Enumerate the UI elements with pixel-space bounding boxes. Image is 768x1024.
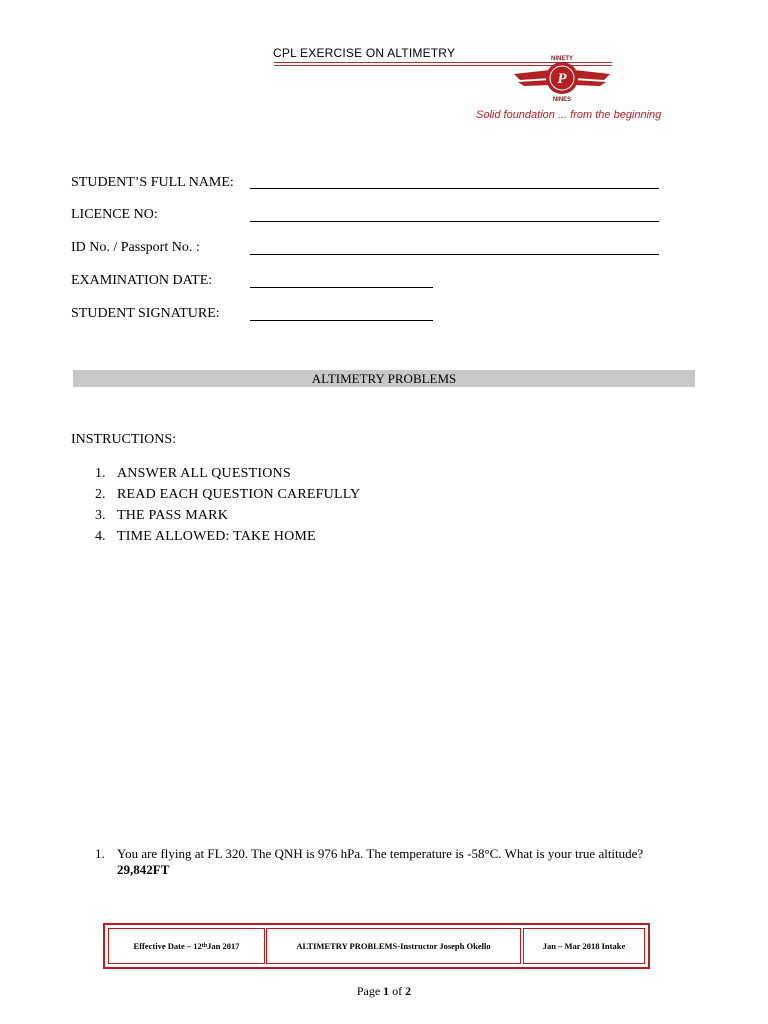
- signature-field[interactable]: [250, 320, 433, 321]
- section-title: ALTIMETRY PROBLEMS: [311, 371, 457, 386]
- course-text: ALTIMETRY PROBLEMS-Instructor Joseph Okello: [296, 941, 491, 951]
- question-answer: 29,842FT: [117, 862, 170, 877]
- page-number: [0, 984, 768, 999]
- page-prefix: Page: [356, 984, 384, 998]
- tagline: Solid foundation ... from the beginning: [476, 109, 662, 121]
- svg-text:P: P: [557, 71, 567, 87]
- document-title: CPL EXERCISE ON ALTIMETRY: [273, 46, 456, 60]
- page-of: of: [389, 984, 406, 998]
- instruction-number: 2.: [95, 487, 106, 502]
- instruction-item: TIME ALLOWED: TAKE HOME: [117, 529, 316, 544]
- effective-date-prefix: Effective Date – 12: [133, 941, 202, 951]
- footer-table: [103, 923, 650, 969]
- section-header-bar: [73, 370, 695, 387]
- signature-label: STUDENT SIGNATURE:: [71, 306, 220, 321]
- question-number: 1.: [95, 846, 105, 861]
- instruction-item: THE PASS MARK: [117, 508, 229, 523]
- course-cell: [266, 928, 521, 964]
- intake-text: Jan – Mar 2018 Intake: [542, 941, 626, 951]
- licence-no-field[interactable]: [250, 221, 659, 222]
- effective-date-suffix: Jan 2017: [207, 941, 240, 951]
- instruction-number: 4.: [95, 529, 106, 544]
- instruction-item: READ EACH QUESTION CAREFULLY: [117, 487, 361, 502]
- id-passport-field[interactable]: [250, 254, 659, 255]
- svg-text:NINES: NINES: [552, 97, 572, 103]
- exam-date-field[interactable]: [250, 287, 433, 288]
- instructions-label: INSTRUCTIONS:: [71, 432, 177, 447]
- exam-date-label: EXAMINATION DATE:: [71, 273, 213, 288]
- instruction-item: ANSWER ALL QUESTIONS: [117, 466, 291, 481]
- page-total: 2: [405, 984, 412, 998]
- full-name-field[interactable]: [250, 188, 659, 189]
- full-name-label: STUDENT’S FULL NAME:: [71, 175, 234, 190]
- id-passport-label: ID No. / Passport No. :: [71, 240, 200, 255]
- licence-no-label: LICENCE NO:: [71, 207, 158, 222]
- instruction-number: 3.: [95, 508, 106, 523]
- effective-date-ordinal: th: [201, 943, 208, 949]
- effective-date-cell: [108, 928, 265, 964]
- svg-text:NINETY: NINETY: [550, 56, 574, 62]
- ninety-nines-logo: [512, 52, 612, 110]
- page-current: 1: [383, 984, 390, 998]
- instruction-number: 1.: [95, 466, 106, 481]
- intake-cell: [523, 928, 645, 964]
- question-text: You are flying at FL 320. The QNH is 976 hPa. The temperature is -58°C. What is your true altitude?: [117, 846, 644, 861]
